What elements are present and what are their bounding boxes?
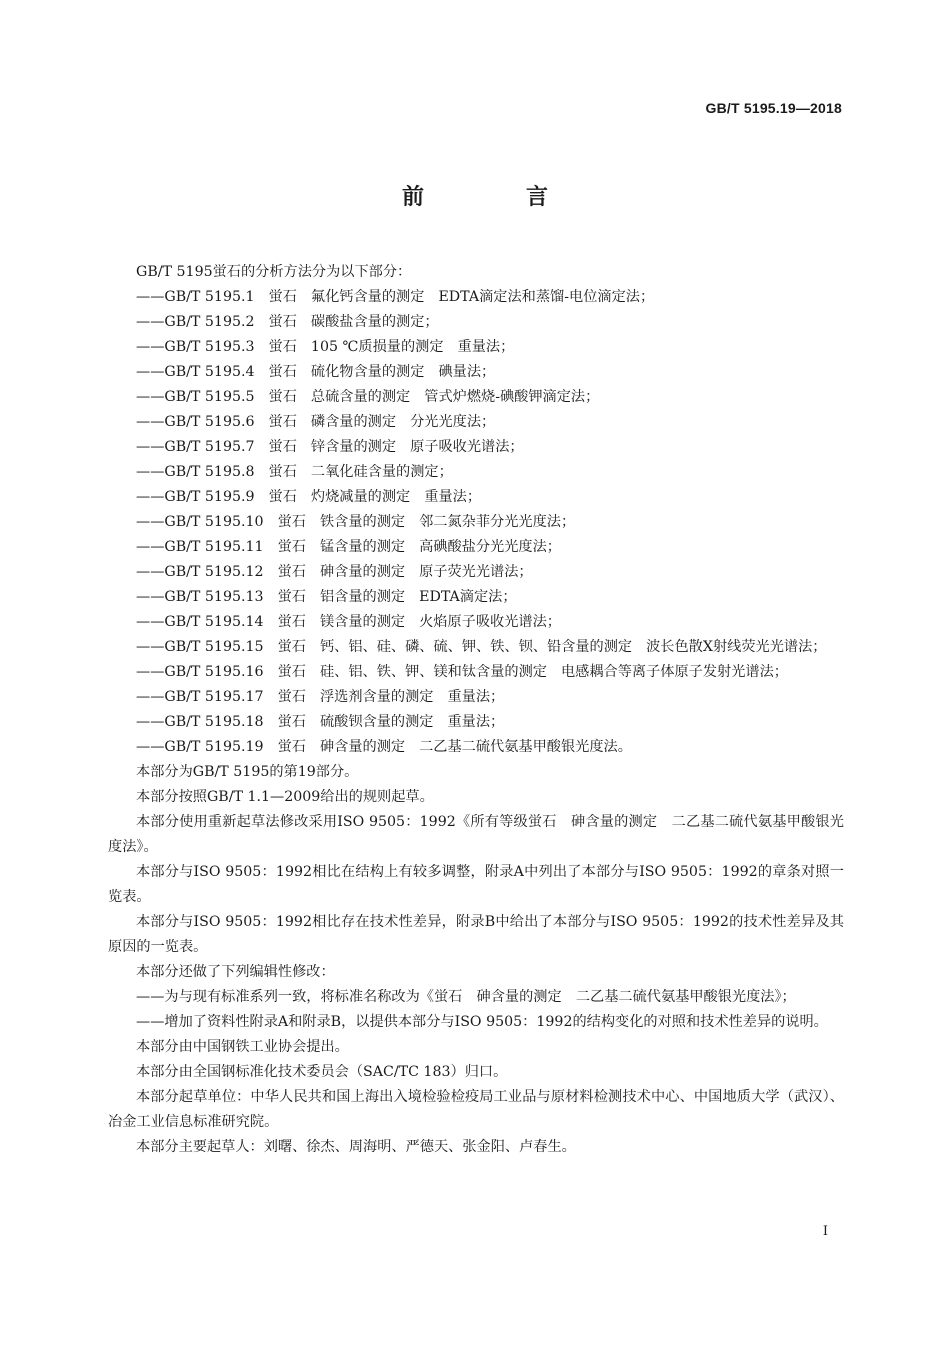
part-method: 分光光度法； — [410, 414, 496, 430]
part-name: 蛍石 — [268, 464, 297, 480]
paragraph: 本部分与ISO 9505：1992相比存在技术性差异，附录B中给出了本部分与ISO 9505：1992的技术性差异及其原因的一览表。 — [108, 914, 844, 955]
intro-paragraph: GB/T 5195蛍石的分析方法分为以下部分： — [136, 264, 412, 280]
part-list-item — [108, 560, 844, 585]
part-name: 蛍石 — [277, 539, 306, 555]
part-list-item — [108, 460, 844, 485]
part-name: 蛍石 — [277, 639, 306, 655]
paragraph: 本部分使用重新起草法修改采用ISO 9505：1992《所有等级蛍石 砷含量的测定 二乙基二硫代氨基甲酸银光度法》。 — [108, 814, 844, 855]
paragraph: 本部分按照GB/T 1.1—2009给出的规则起草。 — [136, 789, 434, 805]
part-code: ——GB/T 5195.17 — [136, 689, 264, 705]
part-item: 硫化物含量的测定 — [310, 364, 425, 380]
standard-code: GB/T 5195.19—2018 — [705, 100, 842, 116]
part-code: ——GB/T 5195.12 — [136, 564, 264, 580]
modification-item: ——为与现有标准系列一致，将标准名称改为《蛍石 砷含量的测定 二乙基二硫代氨基甲酸银光度法》； — [136, 989, 796, 1005]
part-item: 碳酸盐含量的测定； — [310, 314, 439, 330]
part-method: 管式炉燃烧-碘酸钾滴定法； — [424, 389, 600, 405]
part-code: ——GB/T 5195.8 — [136, 464, 255, 480]
part-code: ——GB/T 5195.4 — [136, 364, 255, 380]
paragraph: 本部分主要起草人：刘曙、徐杰、周海明、严德天、张金阳、卢春生。 — [136, 1139, 576, 1155]
part-code: ——GB/T 5195.18 — [136, 714, 264, 730]
part-code: ——GB/T 5195.14 — [136, 614, 264, 630]
part-code: ——GB/T 5195.16 — [136, 664, 264, 680]
part-method: 碘量法； — [438, 364, 496, 380]
part-method: 电感耦合等离子体原子发射光谱法； — [560, 664, 788, 680]
part-method: EDTA滴定法； — [419, 589, 517, 605]
part-method: 高碘酸盐分光光度法； — [419, 539, 561, 555]
part-item: 钙、铝、硅、磷、硫、钾、铁、钡、铅含量的测定 — [319, 639, 633, 655]
part-name: 蛍石 — [268, 314, 297, 330]
part-name: 蛍石 — [277, 614, 306, 630]
part-item: 锌含量的测定 — [310, 439, 397, 455]
part-name: 蛍石 — [277, 739, 306, 755]
part-name: 蛍石 — [268, 414, 297, 430]
part-item: 浮选剂含量的测定 — [319, 689, 434, 705]
part-method: 原子荧光光谱法； — [419, 564, 533, 580]
part-item: 砷含量的测定 — [319, 739, 406, 755]
part-code: ——GB/T 5195.3 — [136, 339, 255, 355]
part-item: 锰含量的测定 — [319, 539, 406, 555]
part-item: 105 ℃质损量的测定 — [310, 339, 444, 355]
paragraph: 本部分由中国钢铁工业协会提出。 — [136, 1039, 349, 1055]
part-list-item — [108, 710, 844, 735]
part-name: 蛍石 — [268, 364, 297, 380]
part-method: 原子吸收光谱法； — [410, 439, 524, 455]
part-item: 铁含量的测定 — [319, 514, 406, 530]
paragraph: 本部分与ISO 9505：1992相比在结构上有较多调整，附录A中列出了本部分与ISO 9505：1992的章条对照一览表。 — [108, 864, 844, 905]
part-item: 磷含量的测定 — [310, 414, 397, 430]
paragraph: 本部分起草单位：中华人民共和国上海出入境检验检疫局工业品与原材料检测技术中心、中国地质大学（武汉）、冶金工业信息标准研究院。 — [108, 1089, 844, 1130]
paragraph: 本部分由全国钢标准化技术委员会（SAC/TC 183）归口。 — [136, 1064, 508, 1080]
part-list-item — [108, 435, 844, 460]
part-code: ——GB/T 5195.19 — [136, 739, 264, 755]
part-method: 火焰原子吸收光谱法； — [419, 614, 561, 630]
part-code: ——GB/T 5195.10 — [136, 514, 264, 530]
paragraph: 本部分为GB/T 5195的第19部分。 — [136, 764, 359, 780]
part-method: 重量法； — [457, 339, 515, 355]
part-list-item — [108, 410, 844, 435]
part-name: 蛍石 — [277, 589, 306, 605]
part-list-item — [108, 360, 844, 385]
part-item: 铝含量的测定 — [319, 589, 406, 605]
part-method: 波长色散X射线荧光光谱法； — [646, 639, 827, 655]
part-list-item — [108, 585, 844, 610]
part-method: EDTA滴定法和蒸馏-电位滴定法； — [438, 289, 655, 305]
part-name: 蛍石 — [277, 564, 306, 580]
part-item: 灼烧减量的测定 — [310, 489, 411, 505]
part-name: 蛍石 — [268, 339, 297, 355]
part-name: 蛍石 — [268, 289, 297, 305]
part-name: 蛍石 — [277, 689, 306, 705]
part-list-item — [108, 485, 844, 510]
page-title: 前 言 — [401, 184, 588, 210]
part-code: ——GB/T 5195.2 — [136, 314, 255, 330]
part-list-item — [108, 385, 844, 410]
part-code: ——GB/T 5195.13 — [136, 589, 264, 605]
part-list-item — [108, 310, 844, 335]
page-number: I — [822, 1224, 828, 1239]
part-code: ——GB/T 5195.6 — [136, 414, 255, 430]
part-code: ——GB/T 5195.15 — [136, 639, 264, 655]
part-method: 邻二氮杂菲分光光度法； — [419, 514, 576, 530]
part-name: 蛍石 — [268, 389, 297, 405]
part-list-item — [108, 335, 844, 360]
paragraph: 本部分还做了下列编辑性修改： — [136, 964, 335, 980]
part-method: 重量法； — [424, 489, 482, 505]
part-list-item — [108, 535, 844, 560]
part-method: 重量法； — [447, 689, 505, 705]
part-name: 蛍石 — [277, 514, 306, 530]
part-item: 氟化钙含量的测定 — [310, 289, 425, 305]
part-list-item — [108, 610, 844, 635]
part-list-item — [108, 685, 844, 710]
part-name: 蛍石 — [277, 714, 306, 730]
part-name: 蛍石 — [268, 439, 297, 455]
modification-item: ——增加了资料性附录A和附录B，以提供本部分与ISO 9505：1992的结构变化的对照和技术性差异的说明。 — [136, 1014, 828, 1030]
part-item: 二氧化硅含量的测定； — [310, 464, 453, 480]
part-code: ——GB/T 5195.7 — [136, 439, 255, 455]
part-name: 蛍石 — [277, 664, 306, 680]
part-code: ——GB/T 5195.5 — [136, 389, 255, 405]
part-item: 总硫含量的测定 — [310, 389, 411, 405]
part-method: 重量法； — [447, 714, 505, 730]
part-name: 蛍石 — [268, 489, 297, 505]
part-list-item — [108, 510, 844, 535]
parts-list — [108, 285, 844, 760]
part-item: 镁含量的测定 — [319, 614, 406, 630]
part-item: 砷含量的测定 — [319, 564, 406, 580]
part-list-item — [108, 285, 844, 310]
document-body — [108, 260, 844, 1160]
part-item: 硅、铝、铁、钾、镁和钛含量的测定 — [319, 664, 547, 680]
part-code: ——GB/T 5195.1 — [136, 289, 255, 305]
part-method: 二乙基二硫代氨基甲酸银光度法。 — [419, 739, 632, 755]
part-code: ——GB/T 5195.9 — [136, 489, 255, 505]
part-list-item — [108, 635, 844, 660]
part-list-item — [108, 660, 844, 685]
part-item: 硫酸钡含量的测定 — [319, 714, 434, 730]
part-list-item — [108, 735, 844, 760]
part-code: ——GB/T 5195.11 — [136, 539, 264, 555]
